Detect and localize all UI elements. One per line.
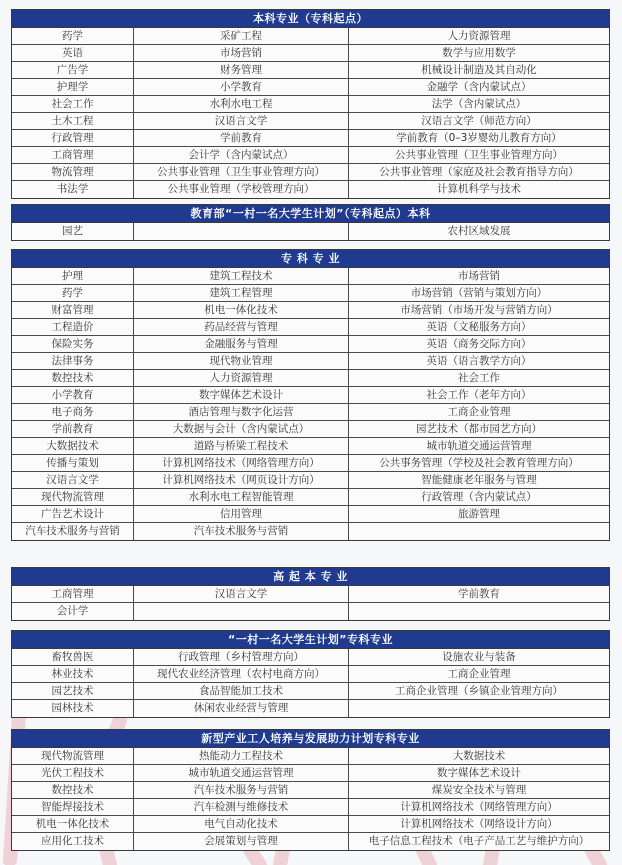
major-cell: 采矿工程 (134, 28, 349, 44)
table-row (12, 421, 609, 438)
major-cell: 机电一体化技术 (12, 816, 134, 832)
table-one-village-undergrad (11, 204, 610, 241)
table-row (12, 603, 609, 620)
table-row (12, 387, 609, 404)
major-cell: 传播与策划 (12, 455, 134, 471)
major-cell: 电子信息工程技术（电子产品工艺与维护方向） (368, 835, 590, 847)
major-cell: 物流管理 (12, 164, 134, 180)
major-cell: 人力资源管理 (134, 370, 349, 386)
major-cell: 设施农业与装备 (442, 651, 516, 663)
major-cell: 护理学 (12, 79, 134, 95)
major-cell: 人力资源管理 (447, 30, 511, 42)
major-cell: 旅游管理 (458, 508, 500, 520)
major-cell: 汉语言文学 (12, 472, 134, 488)
table-row (12, 404, 609, 421)
major-cell: 机械设计制造及其自动化 (421, 64, 537, 76)
table-junior-college-majors (11, 249, 610, 541)
major-cell: 现代农业经济管理（农村电商方向） (134, 666, 349, 682)
major-cell: 社会工作 (12, 96, 134, 112)
major-cell: 热能动力工程技术 (134, 748, 349, 764)
major-cell (134, 603, 349, 620)
major-cell: 英语（商务交际方向） (426, 338, 532, 350)
major-cell: 园林技术 (12, 700, 134, 717)
major-cell: 信用管理 (134, 506, 349, 522)
table-row (12, 336, 609, 353)
major-cell: 学前教育 (458, 588, 500, 600)
major-cell: 会计学 (12, 603, 134, 620)
major-cell: 数控技术 (12, 782, 134, 798)
major-cell: 计算机网络技术（网页设计方向） (134, 472, 349, 488)
table-row (12, 130, 609, 147)
major-cell: 会展策划与管理 (134, 833, 349, 850)
table-row (12, 700, 609, 717)
table-row (12, 96, 609, 113)
major-cell: 汉语言文学 (134, 113, 349, 129)
major-cell: 法律事务 (12, 353, 134, 369)
major-cell: 英语（文秘服务方向） (426, 321, 532, 333)
table-row (12, 268, 609, 285)
major-cell: 大数据技术 (12, 438, 134, 454)
table-row (12, 28, 609, 45)
table-header: 教育部“一村一名大学生计划”（专科起点）本科 (12, 205, 609, 223)
major-cell (134, 223, 349, 240)
major-cell: 大数据技术 (452, 750, 506, 762)
major-cell: 行政管理（含内蒙试点） (421, 491, 537, 503)
major-cell: 智能健康老年服务与管理 (421, 474, 537, 486)
major-cell: 道路与桥梁工程技术 (134, 438, 349, 454)
table-header: 专 科 专 业 (12, 250, 609, 268)
major-cell: 汽车技术服务与营销 (134, 523, 349, 540)
major-cell: 数字媒体艺术设计 (134, 387, 349, 403)
table-row (12, 816, 609, 833)
table-row (12, 285, 609, 302)
major-cell: 学前教育 (134, 130, 349, 146)
major-cell: 水利水电工程 (134, 96, 349, 112)
table-industrial-worker-program (11, 729, 610, 851)
major-cell: 园艺技术（都市园艺方向） (416, 423, 542, 435)
major-cell: 园艺 (12, 223, 134, 240)
table-row (12, 748, 609, 765)
table-undergrad-from-junior (11, 9, 610, 199)
major-cell: 计算机网络技术（网络管理方向） (400, 801, 558, 813)
major-cell: 社会工作（老年方向） (426, 389, 532, 401)
table-row (12, 455, 609, 472)
major-cell: 药学 (12, 285, 134, 301)
table-row (12, 438, 609, 455)
major-cell: 汉语言文学（师范方向） (421, 115, 537, 127)
major-cell: 汽车检测与维修技术 (134, 799, 349, 815)
major-cell: 会计学（含内蒙试点） (134, 147, 349, 163)
table-row (12, 666, 609, 683)
table-row (12, 319, 609, 336)
major-cell: 学前教育（0–3岁婴幼儿教育方向） (396, 132, 562, 144)
major-cell: 工商企业管理（乡镇企业管理方向） (395, 685, 563, 697)
major-cell: 汽车技术服务与营销 (12, 523, 134, 540)
table-header: 本科专业（专科起点） (12, 10, 609, 28)
table-row (12, 181, 609, 198)
major-cell: 酒店管理与数字化运营 (134, 404, 349, 420)
major-cell: 现代物流管理 (12, 748, 134, 764)
major-cell: 公共事业管理（学校管理方向） (134, 181, 349, 198)
table-row (12, 523, 609, 540)
major-cell: 市场营销 (458, 270, 500, 282)
major-cell: 计算机科学与技术 (437, 183, 521, 195)
major-cell: 公共事业管理（家庭及社会教育指导方向） (379, 166, 579, 178)
major-cell: 农村区域发展 (447, 225, 511, 237)
major-cell: 金融服务与管理 (134, 336, 349, 352)
major-cell: 市场营销 (134, 45, 349, 61)
major-cell: 城市轨道交通运营管理 (426, 440, 532, 452)
major-cell: 公共事业管理（卫生事业管理方向） (395, 149, 563, 161)
major-cell: 社会工作 (458, 372, 500, 384)
major-cell: 大数据与会计（含内蒙试点） (134, 421, 349, 437)
major-cell: 行政管理（乡村管理方向） (134, 649, 349, 665)
major-cell: 工程造价 (12, 319, 134, 335)
major-cell: 土木工程 (12, 113, 134, 129)
major-cell: 畜牧兽医 (12, 649, 134, 665)
major-cell: 汉语言文学 (134, 586, 349, 602)
major-cell: 学前教育 (12, 421, 134, 437)
table-row (12, 683, 609, 700)
major-cell: 小学教育 (134, 79, 349, 95)
table-row (12, 799, 609, 816)
table-header: “一村一名大学生计划”专科专业 (12, 631, 609, 649)
major-cell (349, 603, 609, 620)
table-row (12, 506, 609, 523)
table-row (12, 586, 609, 603)
table-row (12, 79, 609, 96)
major-cell: 英语（语言教学方向） (426, 355, 532, 367)
table-header: 高 起 本 专 业 (12, 568, 609, 586)
major-cell: 电子商务 (12, 404, 134, 420)
major-cell: 法学（含内蒙试点） (431, 98, 527, 110)
major-cell: 护理 (12, 268, 134, 284)
major-cell: 工商管理 (12, 586, 134, 602)
major-cell: 广告艺术设计 (12, 506, 134, 522)
major-cell: 建筑工程技术 (134, 268, 349, 284)
major-cell: 数控技术 (12, 370, 134, 386)
table-row (12, 472, 609, 489)
table-row (12, 302, 609, 319)
table-row (12, 489, 609, 506)
major-cell: 智能焊接技术 (12, 799, 134, 815)
major-cell: 广告学 (12, 62, 134, 78)
major-cell: 食品智能加工技术 (134, 683, 349, 699)
major-cell: 工商企业管理 (447, 406, 511, 418)
table-row (12, 765, 609, 782)
major-cell: 现代物流管理 (12, 489, 134, 505)
major-cell: 计算机网络技术（网络管理方向） (134, 455, 349, 471)
major-cell: 计算机网络技术（网络设计方向） (400, 818, 558, 830)
major-cell: 药学 (12, 28, 134, 44)
major-cell: 现代物业管理 (134, 353, 349, 369)
major-cell: 书法学 (12, 181, 134, 198)
major-cell: 市场营销（营销与策划方向） (410, 287, 548, 299)
major-cell: 英语 (12, 45, 134, 61)
major-cell: 公共事务管理（学校及社会教育管理方向） (379, 457, 579, 469)
major-cell: 水利水电工程智能管理 (134, 489, 349, 505)
table-one-village-junior (11, 630, 610, 718)
major-cell: 机电一体化技术 (134, 302, 349, 318)
major-cell: 保险实务 (12, 336, 134, 352)
major-cell: 应用化工技术 (12, 833, 134, 850)
major-cell: 小学教育 (12, 387, 134, 403)
major-cell: 数学与应用数学 (442, 47, 516, 59)
table-row (12, 782, 609, 799)
table-row (12, 62, 609, 79)
table-row (12, 164, 609, 181)
major-cell: 光伏工程技术 (12, 765, 134, 781)
table-row (12, 649, 609, 666)
major-cell: 园艺技术 (12, 683, 134, 699)
major-cell: 城市轨道交通运营管理 (134, 765, 349, 781)
major-cell: 煤炭安全技术与管理 (431, 784, 527, 796)
major-cell: 行政管理 (12, 130, 134, 146)
major-cell: 药品经营与管理 (134, 319, 349, 335)
table-row (12, 353, 609, 370)
major-cell (349, 700, 609, 717)
major-cell (349, 523, 609, 540)
major-cell: 数字媒体艺术设计 (437, 767, 521, 779)
major-cell: 金融学（含内蒙试点） (426, 81, 532, 93)
major-cell: 工商企业管理 (447, 668, 511, 680)
table-row (12, 833, 609, 850)
table-row (12, 223, 609, 240)
table-row (12, 113, 609, 130)
table-row (12, 147, 609, 164)
major-cell: 汽车技术服务与营销 (134, 782, 349, 798)
table-row (12, 45, 609, 62)
major-cell: 市场营销（市场开发与营销方向） (400, 304, 558, 316)
table-header: 新型产业工人培养与发展助力计划专科专业 (12, 730, 609, 748)
major-cell: 建筑工程管理 (134, 285, 349, 301)
major-cell: 财富管理 (12, 302, 134, 318)
major-cell: 工商管理 (12, 147, 134, 163)
major-cell: 财务管理 (134, 62, 349, 78)
table-row (12, 370, 609, 387)
table-highschool-to-undergrad (11, 567, 610, 621)
major-cell: 休闲农业经营与管理 (134, 700, 349, 717)
major-cell: 公共事业管理（卫生事业管理方向） (134, 164, 349, 180)
major-cell: 林业技术 (12, 666, 134, 682)
major-cell: 电气自动化技术 (134, 816, 349, 832)
